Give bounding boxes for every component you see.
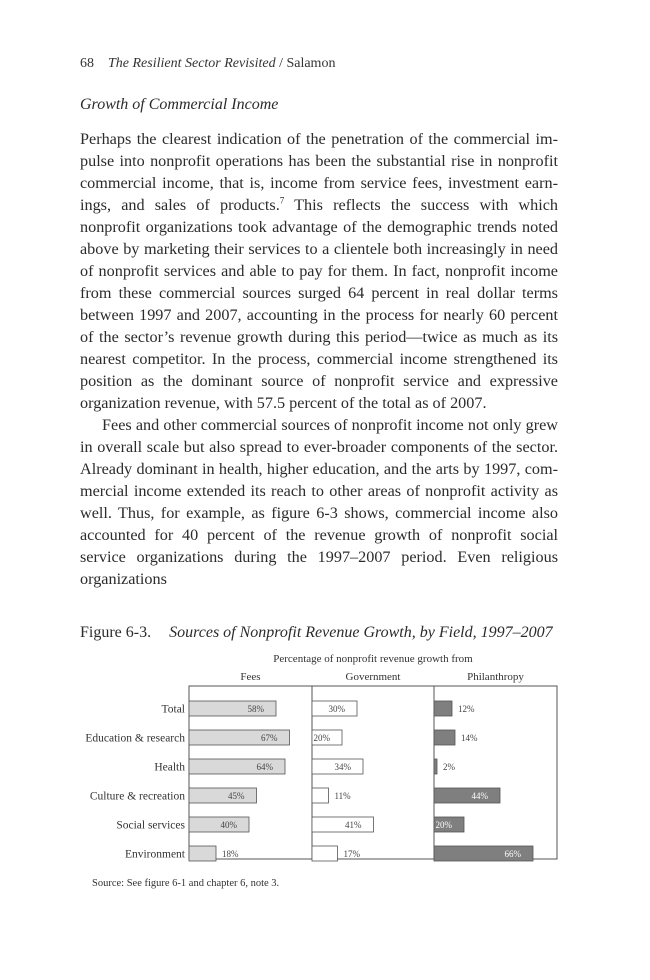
category-label-education-research: Education & research — [85, 732, 185, 745]
data-label-government-environment: 17% — [343, 849, 360, 859]
bar-fees-culture-recreation — [189, 788, 257, 803]
category-label-culture-recreation: Culture & recreation — [89, 790, 185, 803]
series-label-fees: Fees — [240, 671, 261, 683]
data-label-fees-culture-recreation: 45% — [228, 791, 245, 801]
bar-government-culture-recreation — [312, 788, 329, 803]
footnote-reference[interactable]: 7 — [279, 195, 285, 206]
author-name: Salamon — [286, 56, 336, 71]
data-label-philanthropy-education-research: 14% — [461, 733, 478, 743]
paragraph-1-text-a: Perhaps the clearest indication of the penetration of the commercial impulse into nonprofit operations has been the substantial rise in nonprofit commercial income, that is, income from service fees, investment earnings, and sales of products. — [80, 130, 558, 214]
data-label-fees-education-research: 67% — [261, 733, 278, 743]
data-label-philanthropy-total: 12% — [458, 704, 475, 714]
data-label-fees-health: 64% — [256, 762, 273, 772]
series-label-philanthropy: Philanthropy — [467, 671, 524, 683]
paragraph-1 — [80, 128, 558, 414]
paragraph-1-text-b: This reflects the success with which nonprofit organizations took advantage of the demographic trends noted above by marketing their services to a clientele both increasingly in need of nonprofit services and able to pay for them. In fact, nonprofit income from these commercial sources surged 64 percent in real dollar terms between 1997 and 2007, accounting in the process for nearly 60 percent of the sector’s revenue growth during this period—twice as much as its nearest competitor. In the process, commercial income strengthened its position as the dominant source of nonprofit service and expressive organization revenue, with 57.5 percent of the total as of 2007. — [80, 196, 558, 412]
figure-source-note: Source: See figure 6-1 and chapter 6, note 3. — [92, 878, 280, 889]
book-title: The Resilient Sector Revisited — [108, 56, 276, 71]
title-author-separator: / — [279, 56, 283, 71]
bar-philanthropy-culture-recreation — [434, 788, 500, 803]
data-label-government-education-research: 20% — [313, 733, 330, 743]
data-label-philanthropy-environment: 66% — [504, 849, 521, 859]
data-label-fees-environment: 18% — [222, 849, 239, 859]
category-label-environment: Environment — [124, 848, 185, 861]
category-label-health: Health — [154, 761, 185, 774]
data-label-government-culture-recreation: 11% — [334, 791, 351, 801]
bar-philanthropy-education-research — [434, 730, 455, 745]
bar-philanthropy-total — [434, 701, 452, 716]
figure-label: Figure 6-3. — [80, 624, 152, 641]
data-label-government-total: 30% — [328, 704, 345, 714]
data-label-philanthropy-culture-recreation: 44% — [471, 791, 488, 801]
revenue-growth-chart — [0, 640, 650, 870]
page-number: 68 — [80, 56, 94, 71]
bar-fees-environment — [189, 846, 216, 861]
running-head — [80, 56, 335, 72]
bar-government-social-services — [312, 817, 374, 832]
bar-government-environment — [312, 846, 338, 861]
paragraph-2: Fees and other commercial sources of nonprofit income not only grew in overall scale but also spread to ever-broader components of the sector. Already dominant in health, higher education, and the arts by 1997, commercial income extended its reach to other areas of nonprofit activity as well. Thus, for example, as figure 6-3 shows, commercial income also accounted for 40 percent of the revenue growth of nonprofit social service organizations during the 1997–2007 period. Even religious organizations — [80, 416, 558, 588]
data-label-fees-total: 58% — [247, 704, 264, 714]
bar-fees-social-services — [189, 817, 249, 832]
figure-title: Sources of Nonprofit Revenue Growth, by Field, 1997–2007 — [169, 624, 553, 641]
body-text — [80, 128, 558, 590]
category-label-social-services: Social services — [116, 819, 185, 832]
data-label-philanthropy-health: 2% — [443, 762, 455, 772]
series-label-government: Government — [345, 671, 401, 683]
category-label-total: Total — [161, 703, 185, 716]
chart-header: Percentage of nonprofit revenue growth from — [273, 653, 473, 665]
bar-philanthropy-health — [434, 759, 437, 774]
data-label-philanthropy-social-services: 20% — [435, 820, 452, 830]
section-heading: Growth of Commercial Income — [80, 96, 279, 113]
data-label-fees-social-services: 40% — [220, 820, 237, 830]
data-label-government-health: 34% — [334, 762, 351, 772]
data-label-government-social-services: 41% — [345, 820, 362, 830]
